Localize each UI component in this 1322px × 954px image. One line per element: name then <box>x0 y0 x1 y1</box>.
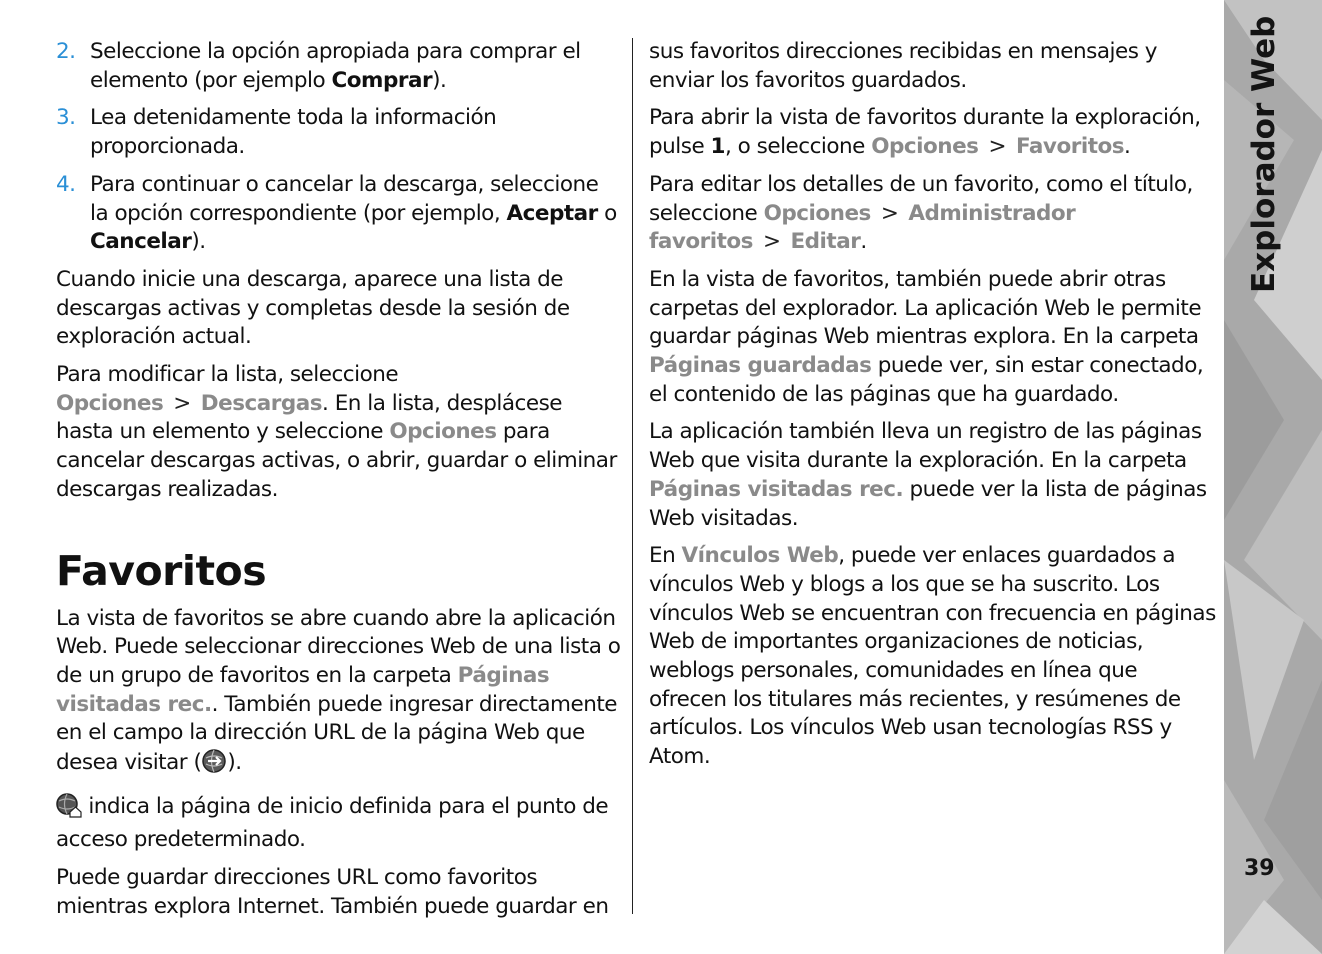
left-column <box>56 38 622 931</box>
paragraph <box>56 361 622 505</box>
steps-list <box>56 38 622 257</box>
text-run: . En la lista, desplácese hasta un elemento y seleccione <box>56 390 563 445</box>
menu-link-favoritos[interactable]: Favoritos <box>1016 134 1125 160</box>
text-run: , o seleccione <box>724 134 872 160</box>
menu-separator: > <box>173 390 191 416</box>
text-run: puede ver la lista de páginas Web visitadas. <box>649 476 1207 531</box>
step-text-part: o <box>597 200 617 226</box>
paragraph <box>56 605 622 783</box>
text-run: para cancelar descargas activas, o abrir, guardar o eliminar descargas realizadas. <box>56 419 617 502</box>
menu-link-paginas-visitadas[interactable]: Páginas visitadas rec. <box>649 476 904 502</box>
menu-separator: > <box>988 134 1006 160</box>
step-number: 3. <box>56 105 76 131</box>
menu-link-opciones[interactable]: Opciones <box>56 390 164 416</box>
bold-term: Cancelar <box>90 229 192 255</box>
text-run: La vista de favoritos se abre cuando abre la aplicación Web. Puede seleccionar direcciones Web de una lista o de un grupo de favoritos en la carpeta <box>56 605 621 688</box>
menu-link-opciones[interactable]: Opciones <box>389 419 497 445</box>
page-number: 39 <box>1244 856 1275 881</box>
text-run: En <box>649 543 682 569</box>
menu-link-opciones[interactable]: Opciones <box>871 134 979 160</box>
bold-term: Aceptar <box>506 200 598 226</box>
text-run: Para editar los detalles de un favorito, como el título, seleccione <box>649 171 1193 226</box>
text-run: La aplicación también lleva un registro de las páginas Web que visita durante la exploración. En la carpeta <box>649 419 1202 474</box>
step-text-part: ). <box>432 67 447 93</box>
menu-separator: > <box>880 200 899 226</box>
text-run: ). <box>227 750 242 776</box>
menu-link-opciones[interactable]: Opciones <box>763 200 871 226</box>
list-item <box>56 38 622 95</box>
text-run: , puede ver enlaces guardados a vínculos Web y blogs a los que se ha suscrito. Los vínculos Web se encuentran con frecuencia en páginas Web de importantes organizaciones de noticias, weblogs personales, comunidades en línea que ofrecen los titulares más recientes, y resúmenes de artículos. Los vínculos Web usan tecnologías RSS y Atom. <box>649 543 1216 770</box>
menu-link-vinculos-web[interactable]: Vínculos Web <box>681 543 839 569</box>
key-label: 1 <box>710 134 725 160</box>
text-run: . <box>1124 134 1131 160</box>
paragraph: Cuando inicie una descarga, aparece una lista de descargas activas y completas desde la sesión de exploración actual. <box>56 266 570 350</box>
text-run: Para modificar la lista, seleccione <box>56 362 399 388</box>
menu-link-editar[interactable]: Editar <box>790 229 861 255</box>
text-run: Para abrir la vista de favoritos durante la exploración, pulse <box>649 105 1201 160</box>
section-heading: Favoritos <box>56 546 267 595</box>
menu-link-paginas-visitadas[interactable]: Páginas visitadas rec. <box>56 662 550 717</box>
text-run: . También puede ingresar directamente en el campo la dirección URL de la página Web que desea visitar ( <box>56 691 617 776</box>
step-text-part: Seleccione la opción apropiada para comprar el elemento (por ejemplo <box>90 39 581 93</box>
text-run: . <box>860 229 867 255</box>
menu-link-paginas-guardadas[interactable]: Páginas guardadas <box>649 353 872 379</box>
globe-arrow-icon <box>201 748 227 783</box>
paragraph: Puede guardar direcciones URL como favoritos mientras explora Internet. También puede guardar en <box>56 865 609 919</box>
step-text-part: Para continuar o cancelar la descarga, seleccione la opción correspondiente (por ejemplo, <box>90 171 599 226</box>
menu-separator: > <box>762 229 781 255</box>
menu-link-administrador-favoritos[interactable]: Administrador favoritos <box>649 200 1076 255</box>
step-number: 2. <box>56 39 76 64</box>
chapter-title: Explorador Web <box>1246 15 1282 293</box>
paragraph <box>649 171 1217 257</box>
paragraph <box>649 542 1217 772</box>
text-run: puede ver, sin estar conectado, el contenido de las páginas que ha guardado. <box>649 353 1204 407</box>
menu-link-descargas[interactable]: Descargas <box>200 390 323 416</box>
paragraph <box>649 266 1217 410</box>
list-item <box>56 171 622 257</box>
text-run: En la vista de favoritos, también puede abrir otras carpetas del explorador. La aplicación Web le permite guardar páginas Web mientras explora. En la carpeta <box>649 266 1202 350</box>
step-text: Lea detenidamente toda la información proporcionada. <box>90 105 497 160</box>
step-text <box>90 38 622 95</box>
step-text <box>90 171 622 257</box>
column-divider <box>632 38 633 914</box>
bold-term: Comprar <box>331 67 433 93</box>
list-item <box>56 104 622 161</box>
globe-home-icon <box>56 792 82 827</box>
step-number: 4. <box>56 171 76 197</box>
paragraph: sus favoritos direcciones recibidas en mensajes y enviar los favoritos guardados. <box>649 39 1157 93</box>
right-column <box>649 38 1217 781</box>
step-text-part: ). <box>191 229 206 255</box>
paragraph <box>649 104 1217 161</box>
paragraph <box>649 418 1217 533</box>
paragraph <box>56 792 622 855</box>
text-run: indica la página de inicio definida para el punto de acceso predeterminado. <box>56 793 609 853</box>
